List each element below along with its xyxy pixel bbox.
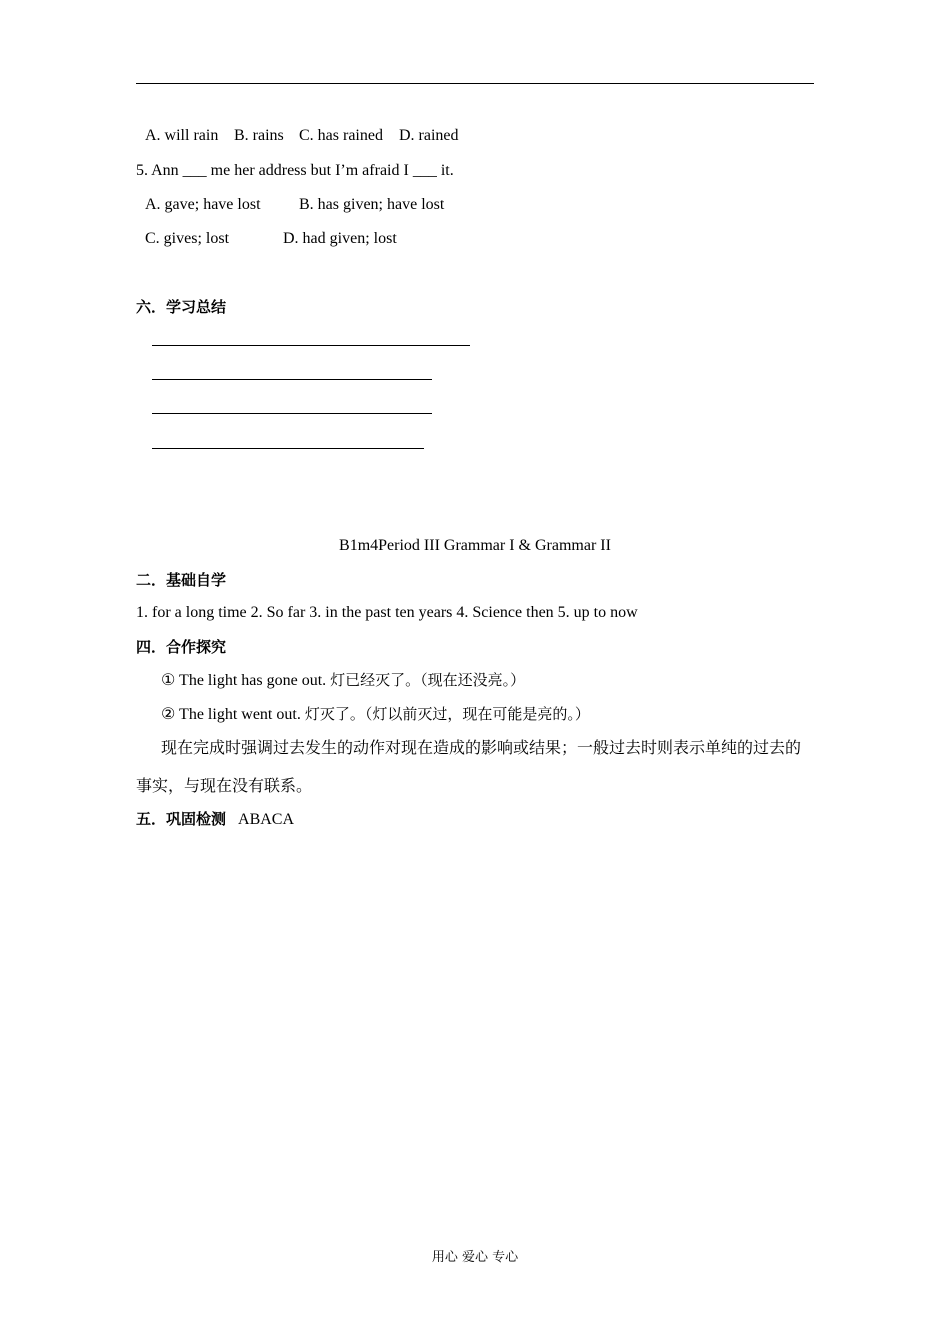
q5-stem: 5. Ann ___ me her address but I’m afraid I ___ it. (136, 162, 454, 179)
section4-heading: 四．合作探究 (136, 638, 227, 656)
page-footer: 用心 爱心 专心 (431, 1250, 519, 1265)
summary-blank-line (152, 345, 470, 346)
section5 (136, 809, 294, 830)
section5-answer: ABACA (238, 811, 295, 828)
summary-heading: 六．学习总结 (136, 298, 227, 316)
q4-option-b: B. rains (234, 127, 284, 144)
example-2 (161, 704, 590, 725)
q4-option-c: C. has rained (299, 127, 383, 144)
q5-option-a: A. gave; have lost (145, 196, 261, 213)
q5-option-d: D. had given; lost (283, 230, 397, 247)
q5-option-b: B. has given; have lost (299, 196, 445, 213)
example-1 (161, 670, 525, 691)
section5-heading: 五．巩固检测 (136, 810, 227, 828)
grammar-explanation: 现在完成时强调过去发生的动作对现在造成的影响或结果；一般过去时则表示单纯的过去的事实，与现在没有联系。 (136, 738, 802, 795)
q4-option-d: D. rained (399, 127, 459, 144)
q5-option-c: C. gives; lost (145, 230, 230, 247)
example-2-chinese: 灯灭了。（灯以前灭过，现在可能是亮的。） (304, 705, 590, 723)
header-rule (136, 83, 814, 84)
example-1-chinese: 灯已经灭了。（现在还没亮。） (330, 671, 526, 689)
summary-blank-line (152, 379, 432, 380)
example-2-english: ② The light went out. (161, 706, 305, 723)
summary-blank-line (152, 448, 424, 449)
answer-title: B1m4Period III Grammar I & Grammar II (339, 537, 611, 554)
example-1-english: ① The light has gone out. (161, 672, 331, 689)
summary-blank-line (152, 413, 432, 414)
section2-heading: 二．基础自学 (136, 571, 227, 589)
q4-option-a: A. will rain (145, 127, 219, 144)
section2-answers: 1. for a long time 2. So far 3. in the past ten years 4. Science then 5. up to now (136, 604, 638, 621)
